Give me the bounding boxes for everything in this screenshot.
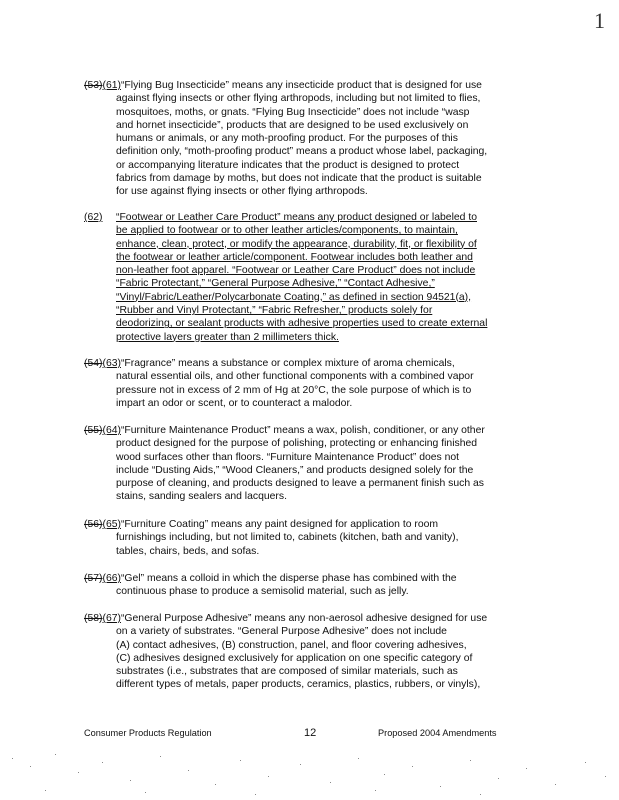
- definition-line: protective layers greater than 2 millimeters thick.: [116, 331, 339, 343]
- new-number: (61): [102, 80, 121, 91]
- scan-noise: [0, 740, 619, 800]
- old-number: (57): [84, 573, 103, 584]
- definition-line: “Furniture Coating” means any paint designed for application to room: [120, 519, 439, 530]
- definition-line: against flying insects or other flying arthropods, including but not limited to flies,: [116, 93, 481, 105]
- definition-line: continuous phase to produce a semisolid material, such as jelly.: [116, 586, 409, 598]
- old-number: (55): [84, 425, 103, 436]
- definition-line: “Flying Bug Insecticide” means any insecticide product that is designed for use: [120, 80, 482, 91]
- definition-line: non-leather foot apparel. “Footwear or Leather Care Product” does not include: [116, 265, 476, 277]
- old-number: (58): [84, 613, 103, 624]
- definition-line: furnishings including, but not limited to, cabinets (kitchen, bath and vanity),: [116, 532, 459, 544]
- old-number: (54): [84, 358, 103, 369]
- definition-line: purpose of cleaning, and products designed to leave a permanent finish such as: [116, 478, 484, 490]
- definition-line: “Fabric Protectant,” “General Purpose Adhesive,” “Contact Adhesive,”: [116, 278, 435, 290]
- definition-line: “Vinyl/Fabric/Leather/Polycarbonate Coating,” as defined in section 94521(a),: [116, 291, 472, 303]
- definition-line: product designed for the purpose of polishing, protecting or enhancing finished: [116, 438, 478, 450]
- new-number: (62): [84, 212, 103, 223]
- definition-line: and hornet insecticide”, products that are designed to be used exclusively on: [116, 119, 469, 131]
- definition-line: or accompanying literature indicates that the product is designed to protect: [116, 159, 460, 171]
- page-number: 12: [304, 727, 317, 739]
- definition-line: definition only, “moth-proofing product” means a product whose label, packaging,: [116, 146, 488, 158]
- definition-line: natural essential oils, and other functional components with a combined vapor: [116, 371, 474, 383]
- definition-line: (A) contact adhesives, (B) construction, panel, and floor covering adhesives,: [116, 639, 467, 651]
- definition-flying-bug-insecticide: [84, 79, 544, 199]
- definition-line: “Footwear or Leather Care Product” means any product designed or labeled to: [116, 212, 477, 223]
- new-number: (65): [102, 519, 121, 530]
- new-number: (67): [102, 613, 121, 624]
- new-number: (63): [102, 358, 121, 369]
- definition-gel: [84, 572, 544, 599]
- definition-furniture-coating: [84, 518, 544, 558]
- definition-line: substrates (i.e., substrates that are composed of similar materials, such as: [116, 666, 458, 678]
- new-number: (64): [102, 425, 121, 436]
- definition-line: wood surfaces other than floors. “Furniture Maintenance Product” does not: [116, 451, 460, 463]
- definition-footwear-leather-care: [84, 211, 544, 344]
- definition-line: stains, sanding sealers and lacquers.: [116, 491, 287, 503]
- old-number: (56): [84, 519, 103, 530]
- definition-line: mosquitoes, moths, or gnats. “Flying Bug Insecticide” does not include “wasp: [116, 106, 470, 118]
- definition-line: “Furniture Maintenance Product” means a wax, polish, conditioner, or any other: [120, 425, 485, 436]
- definition-line: deodorizing, or sealant products with adhesive properties used to create external: [116, 318, 488, 330]
- definition-line: the footwear or leather article/component. Footwear includes both leather and: [116, 251, 473, 263]
- definition-line: enhance, clean, protect, or modify the appearance, durability, fit, or flexibility of: [116, 238, 477, 250]
- definition-line: “Fragrance” means a substance or complex mixture of aroma chemicals,: [120, 358, 455, 369]
- definition-fragrance: [84, 357, 544, 410]
- definition-furniture-maintenance: [84, 424, 544, 504]
- old-number: (53): [84, 80, 103, 91]
- definition-line: tables, chairs, beds, and sofas.: [116, 545, 260, 557]
- definition-line: “Rubber and Vinyl Protectant,” “Fabric Refresher,” products solely for: [116, 305, 433, 317]
- definition-line: humans or animals, or any moth-proofing product. For the purposes of this: [116, 133, 458, 145]
- definition-line: include “Dusting Aids,” “Wood Cleaners,” and products designed solely for the: [116, 464, 474, 476]
- footer-subtitle: Proposed 2004 Amendments: [378, 728, 497, 738]
- definition-line: pressure not in excess of 2 mm of Hg at 20°C, the sole purpose of which is to: [116, 384, 472, 396]
- definition-line: (C) adhesives designed exclusively for application on one specific category of: [116, 652, 473, 664]
- definition-general-purpose-adhesive: [84, 612, 544, 692]
- definition-line: “Gel” means a colloid in which the disperse phase has combined with the: [120, 573, 457, 584]
- corner-mark: 1: [594, 8, 605, 33]
- definition-line: for use against flying insects or other flying arthropods.: [116, 186, 368, 198]
- definition-line: different types of metals, paper products, ceramics, plastics, rubbers, or vinyls),: [116, 679, 481, 691]
- definition-line: be applied to footwear or to other leather articles/components, to maintain,: [116, 225, 458, 237]
- definition-line: impart an odor or scent, or to counteract a malodor.: [116, 397, 353, 409]
- definition-line: “General Purpose Adhesive” means any non-aerosol adhesive designed for use: [120, 613, 488, 624]
- definition-line: on a variety of substrates. “General Purpose Adhesive” does not include: [116, 626, 447, 638]
- new-number: (66): [102, 573, 121, 584]
- definition-line: fabrics from damage by moths, but does not indicate that the product is suitable: [116, 173, 482, 185]
- footer-title: Consumer Products Regulation: [84, 728, 212, 738]
